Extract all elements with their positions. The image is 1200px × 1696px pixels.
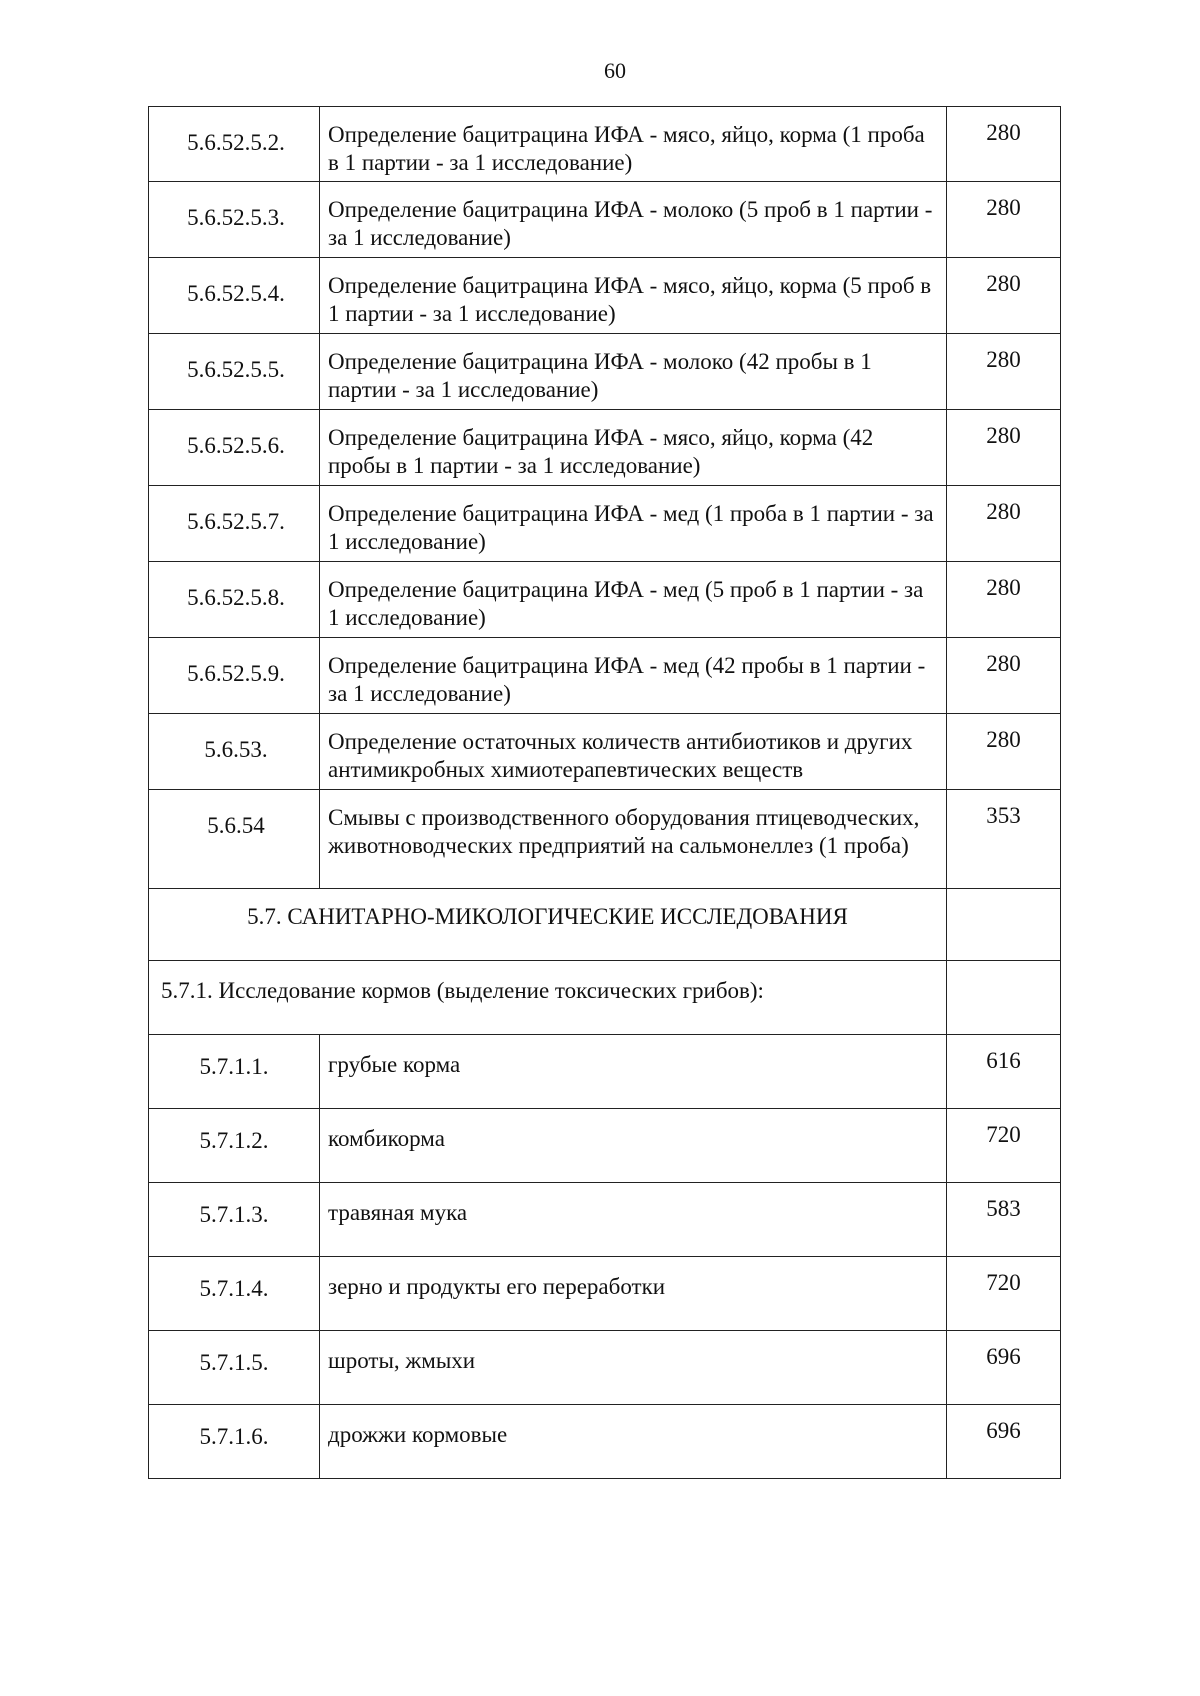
table-row [149, 1405, 1061, 1479]
row-price: 280 [947, 107, 1061, 182]
row-code: 5.7.1.6. [149, 1405, 320, 1479]
table-row [149, 1035, 1061, 1109]
table-row [149, 1331, 1061, 1405]
row-description: Определение бацитрацина ИФА - молоко (42 пробы в 1 партии - за 1 исследование) [320, 334, 947, 410]
section-row [149, 889, 1061, 961]
row-code: 5.6.52.5.3. [149, 182, 320, 258]
row-price: 616 [947, 1035, 1061, 1109]
row-code: 5.7.1.5. [149, 1331, 320, 1405]
empty-price-cell [947, 961, 1061, 1035]
row-description: дрожжи кормовые [320, 1405, 947, 1479]
row-code: 5.6.54 [149, 790, 320, 889]
table-row [149, 107, 1061, 182]
row-price: 280 [947, 258, 1061, 334]
subsection-row [149, 961, 1061, 1035]
row-price: 280 [947, 410, 1061, 486]
page-number: 60 [604, 58, 626, 83]
table-row [149, 562, 1061, 638]
row-description: грубые корма [320, 1035, 947, 1109]
row-description: шроты, жмыхи [320, 1331, 947, 1405]
row-code: 5.6.52.5.2. [149, 107, 320, 182]
table-row [149, 182, 1061, 258]
table-row [149, 714, 1061, 790]
table-row [149, 334, 1061, 410]
row-code: 5.6.52.5.5. [149, 334, 320, 410]
table-row [149, 1257, 1061, 1331]
empty-price-cell [947, 889, 1061, 961]
row-price: 280 [947, 334, 1061, 410]
subsection-title: 5.7.1. Исследование кормов (выделение токсических грибов): [149, 961, 947, 1035]
row-code: 5.6.52.5.8. [149, 562, 320, 638]
row-code: 5.6.52.5.7. [149, 486, 320, 562]
row-code: 5.6.52.5.6. [149, 410, 320, 486]
table-row [149, 486, 1061, 562]
row-description: Определение остаточных количеств антибиотиков и других антимикробных химиотерапевтических веществ [320, 714, 947, 790]
row-description: Определение бацитрацина ИФА - молоко (5 проб в 1 партии - за 1 исследование) [320, 182, 947, 258]
row-code: 5.7.1.1. [149, 1035, 320, 1109]
row-code: 5.6.52.5.4. [149, 258, 320, 334]
row-description: травяная мука [320, 1183, 947, 1257]
row-description: комбикорма [320, 1109, 947, 1183]
row-price: 280 [947, 714, 1061, 790]
table-row [149, 258, 1061, 334]
row-price: 280 [947, 562, 1061, 638]
row-description: зерно и продукты его переработки [320, 1257, 947, 1331]
row-description: Определение бацитрацина ИФА - мясо, яйцо, корма (1 проба в 1 партии - за 1 исследование) [320, 107, 947, 182]
table-row [149, 410, 1061, 486]
row-price: 720 [947, 1257, 1061, 1331]
row-code: 5.7.1.2. [149, 1109, 320, 1183]
row-description: Смывы с производственного оборудования птицеводческих, животноводческих предприятий на сальмонеллез (1 проба) [320, 790, 947, 889]
row-code: 5.6.53. [149, 714, 320, 790]
section-title: 5.7. САНИТАРНО-МИКОЛОГИЧЕСКИЕ ИССЛЕДОВАНИЯ [149, 889, 947, 961]
row-code: 5.7.1.3. [149, 1183, 320, 1257]
row-price: 280 [947, 486, 1061, 562]
row-description: Определение бацитрацина ИФА - мясо, яйцо, корма (42 пробы в 1 партии - за 1 исследование) [320, 410, 947, 486]
row-code: 5.6.52.5.9. [149, 638, 320, 714]
row-price: 353 [947, 790, 1061, 889]
row-description: Определение бацитрацина ИФА - мед (1 проба в 1 партии - за 1 исследование) [320, 486, 947, 562]
table-row [149, 1183, 1061, 1257]
row-price: 696 [947, 1405, 1061, 1479]
row-description: Определение бацитрацина ИФА - мед (42 пробы в 1 партии - за 1 исследование) [320, 638, 947, 714]
row-price: 280 [947, 182, 1061, 258]
row-description: Определение бацитрацина ИФА - мясо, яйцо, корма (5 проб в 1 партии - за 1 исследование) [320, 258, 947, 334]
price-table [148, 106, 1061, 1479]
row-price: 280 [947, 638, 1061, 714]
table-row [149, 638, 1061, 714]
table-row [149, 790, 1061, 889]
row-price: 720 [947, 1109, 1061, 1183]
table-row [149, 1109, 1061, 1183]
row-price: 696 [947, 1331, 1061, 1405]
row-description: Определение бацитрацина ИФА - мед (5 проб в 1 партии - за 1 исследование) [320, 562, 947, 638]
row-code: 5.7.1.4. [149, 1257, 320, 1331]
row-price: 583 [947, 1183, 1061, 1257]
